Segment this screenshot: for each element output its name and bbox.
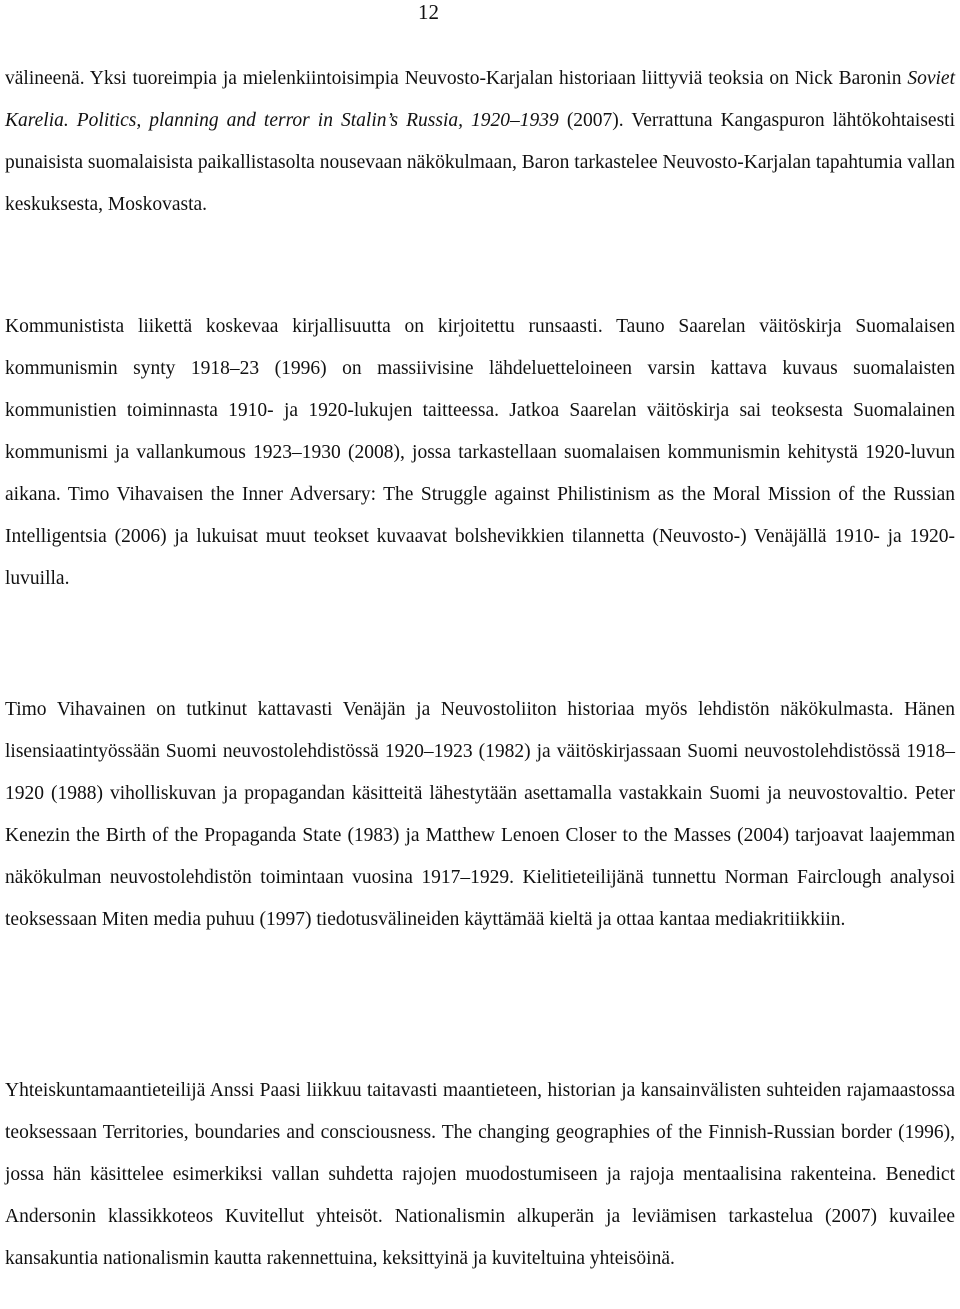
paragraph-4: Yhteiskuntamaantieteilijä Anssi Paasi liikkuu taitavasti maantieteen, historian ja kansainvälisten suhteiden rajamaastossa teoksessaan Territories, boundaries and consciousness. The changing geographies of the Finnish-Russian border (1996), jossa hän käsittelee esimerkiksi vallan suhdetta rajojen muodostumiseen ja rajoja mentaalisina rakenteina. Benedict Andersonin klassikkoteos Kuvitellut yhteisöt. Nationalismin alkuperän ja leviämisen tarkastelua (2007) kuvailee kansakuntia nationalismin kautta rakennettuina, keksittyinä ja kuviteltuina yhteisöinä.: [5, 1080, 955, 1269]
paragraph-1-text-a: välineenä. Yksi tuoreimpia ja mielenkiintoisimpia Neuvosto-Karjalan historiaan liittyviä teoksia on Nick Baronin: [5, 68, 908, 89]
paragraph-1-text-b: (2007). Verrattuna Kangaspuron lähtökohtaisesti punaisista suomalaisista paikallistasolta nousevaan näkökulmaan, Baron tarkastelee Neuvosto-Karjalan tapahtumia vallan keskuksesta, Moskovasta.: [5, 110, 960, 215]
paragraph-2: Kommunistista liikettä koskevaa kirjallisuutta on kirjoitettu runsaasti. Tauno Saarelan väitöskirja Suomalaisen kommunismin synty 1918–23 (1996) on massiivisine lähdeluetteloineen varsin kattava kuvaus suomalaisten kommunistien toiminnasta 1910- ja 1920-lukujen taitteessa. Jatkoa Saarelan väitöskirja sai teoksesta Suomalainen kommunismi ja vallankumous 1923–1930 (2008), jossa tarkastellaan suomalaisen kommunismin kehitystä 1920-luvun aikana. Timo Vihavaisen the Inner Adversary: The Struggle against Philistinism as the Moral Mission of the Russian Intelligentsia (2006) ja lukuisat muut teokset kuvaavat bolshevikkien tilannetta (Neuvosto-) Venäjällä 1910- ja 1920-luvuilla.: [5, 316, 955, 589]
book-title-soviet-karelia: Soviet Karelia. Politics, planning and terror in Stalin’s Russia, 1920–1939: [5, 68, 960, 131]
paragraph-3: Timo Vihavainen on tutkinut kattavasti Venäjän ja Neuvostoliiton historiaa myös lehdistön näkökulmasta. Hänen lisensiaatintyössään Suomi neuvostolehdistössä 1920–1923 (1982) ja väitöskirjassaan Suomi neuvostolehdistössä 1918–1920 (1988) viholliskuvan ja propagandan käsitteitä lähestytään asettamalla vastakkain Suomi ja neuvostovaltio. Peter Kenezin the Birth of the Propaganda State (1983) ja Matthew Lenoen Closer to the Masses (2004) tarjoavat laajemman näkökulman neuvostolehdistön toimintaan vuosina 1917–1929. Kielitieteilijänä tunnettu Norman Fairclough analysoi teoksessaan Miten media puhuu (1997) tiedotusvälineiden käyttämää kieltä ja ottaa kantaa mediakritiikkiin.: [5, 699, 955, 930]
page-number: 12: [418, 0, 439, 24]
paragraph-1: [5, 58, 960, 226]
